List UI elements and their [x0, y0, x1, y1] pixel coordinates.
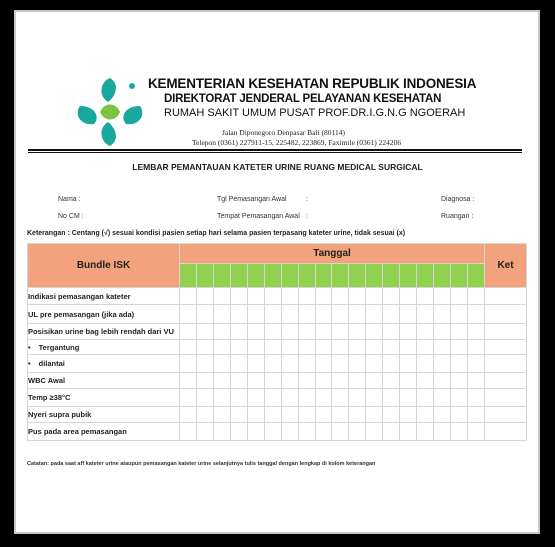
- row-label: Temp ≥38°C: [28, 389, 180, 407]
- check-cell[interactable]: [417, 373, 434, 389]
- check-cell[interactable]: [180, 305, 197, 324]
- check-cell[interactable]: [366, 355, 383, 373]
- check-cell[interactable]: [298, 389, 315, 407]
- check-cell[interactable]: [247, 324, 264, 340]
- check-cell[interactable]: [383, 389, 400, 407]
- header-divider: [28, 149, 522, 151]
- date-cell[interactable]: [196, 264, 213, 288]
- date-cell[interactable]: [434, 264, 451, 288]
- hospital-address: Jalan Diponegoro Denpasar Bali (80114): [222, 128, 346, 137]
- check-cell[interactable]: [196, 407, 213, 423]
- check-cell[interactable]: [467, 407, 484, 423]
- check-cell[interactable]: [332, 373, 349, 389]
- check-cell[interactable]: [213, 355, 230, 373]
- check-cell[interactable]: [451, 324, 468, 340]
- check-cell[interactable]: [298, 305, 315, 324]
- row-label: Posisikan urine bag lebih rendah dari VU: [28, 324, 180, 340]
- check-cell[interactable]: [467, 340, 484, 355]
- check-cell[interactable]: [400, 305, 417, 324]
- check-cell[interactable]: [366, 373, 383, 389]
- check-cell[interactable]: [298, 423, 315, 441]
- check-cell[interactable]: [467, 355, 484, 373]
- date-cell[interactable]: [366, 264, 383, 288]
- check-cell[interactable]: [434, 373, 451, 389]
- date-cell[interactable]: [264, 264, 281, 288]
- check-cell[interactable]: [298, 407, 315, 423]
- date-cell[interactable]: [298, 264, 315, 288]
- ket-header: Ket: [485, 244, 527, 288]
- check-cell[interactable]: [281, 305, 298, 324]
- check-cell[interactable]: [281, 324, 298, 340]
- check-cell[interactable]: [366, 407, 383, 423]
- check-cell[interactable]: [400, 423, 417, 441]
- check-cell[interactable]: [315, 340, 332, 355]
- date-cell[interactable]: [467, 264, 484, 288]
- check-cell[interactable]: [196, 355, 213, 373]
- ket-cell[interactable]: [485, 340, 527, 355]
- check-cell[interactable]: [451, 407, 468, 423]
- check-cell[interactable]: [417, 340, 434, 355]
- table-row: [28, 340, 527, 355]
- check-cell[interactable]: [467, 423, 484, 441]
- check-cell[interactable]: [298, 288, 315, 305]
- check-cell[interactable]: [383, 340, 400, 355]
- date-cell[interactable]: [383, 264, 400, 288]
- table-row: [28, 324, 527, 340]
- check-cell[interactable]: [383, 373, 400, 389]
- check-cell[interactable]: [451, 288, 468, 305]
- date-cell[interactable]: [332, 264, 349, 288]
- check-cell[interactable]: [349, 324, 366, 340]
- check-cell[interactable]: [281, 340, 298, 355]
- check-cell[interactable]: [264, 423, 281, 441]
- check-cell[interactable]: [383, 355, 400, 373]
- check-cell[interactable]: [230, 305, 247, 324]
- check-cell[interactable]: [180, 407, 197, 423]
- header-divider-thin: [28, 152, 522, 153]
- check-cell[interactable]: [434, 423, 451, 441]
- date-cell[interactable]: [281, 264, 298, 288]
- check-cell[interactable]: [417, 389, 434, 407]
- check-cell[interactable]: [332, 340, 349, 355]
- check-cell[interactable]: [366, 423, 383, 441]
- check-cell[interactable]: [180, 288, 197, 305]
- check-cell[interactable]: [400, 340, 417, 355]
- monitoring-table: [27, 243, 527, 441]
- check-cell[interactable]: [417, 423, 434, 441]
- check-cell[interactable]: [315, 423, 332, 441]
- check-cell[interactable]: [332, 355, 349, 373]
- check-cell[interactable]: [434, 324, 451, 340]
- check-cell[interactable]: [349, 423, 366, 441]
- ket-cell[interactable]: [485, 305, 527, 324]
- check-cell[interactable]: [180, 324, 197, 340]
- check-cell[interactable]: [213, 324, 230, 340]
- check-cell[interactable]: [417, 324, 434, 340]
- tanggal-header: Tanggal: [180, 244, 485, 264]
- ministry-name: KEMENTERIAN KESEHATAN REPUBLIK INDONESIA: [148, 76, 477, 91]
- check-cell[interactable]: [230, 407, 247, 423]
- check-cell[interactable]: [281, 389, 298, 407]
- check-cell[interactable]: [315, 288, 332, 305]
- check-cell[interactable]: [315, 305, 332, 324]
- check-cell[interactable]: [281, 355, 298, 373]
- check-cell[interactable]: [247, 288, 264, 305]
- check-cell[interactable]: [213, 288, 230, 305]
- check-cell[interactable]: [264, 373, 281, 389]
- check-cell[interactable]: [298, 340, 315, 355]
- footer-note: Catatan: pada saat aff kateter urine ataupun pemasangan kateter urine selanjutnya tulis tanggal dengan lengkap di kolom keterangan: [27, 461, 376, 467]
- check-cell[interactable]: [230, 355, 247, 373]
- date-cell[interactable]: [180, 264, 197, 288]
- check-cell[interactable]: [434, 305, 451, 324]
- check-cell[interactable]: [264, 389, 281, 407]
- check-cell[interactable]: [383, 288, 400, 305]
- hospital-name: RUMAH SAKIT UMUM PUSAT PROF.DR.I.G.N.G NGOERAH: [164, 107, 466, 119]
- table-row: [28, 423, 527, 441]
- check-cell[interactable]: [196, 389, 213, 407]
- date-cell[interactable]: [247, 264, 264, 288]
- ket-cell[interactable]: [485, 288, 527, 305]
- check-cell[interactable]: [366, 288, 383, 305]
- table-row: [28, 288, 527, 305]
- check-cell[interactable]: [467, 373, 484, 389]
- date-cell[interactable]: [400, 264, 417, 288]
- date-cell[interactable]: [230, 264, 247, 288]
- field-tempat-pemasangan-label: Tempat Pemasangan Awal: [217, 213, 300, 220]
- check-cell[interactable]: [349, 305, 366, 324]
- check-cell[interactable]: [298, 324, 315, 340]
- field-nama-label: Nama :: [58, 196, 81, 203]
- row-label: Indikasi pemasangan kateter: [28, 288, 180, 305]
- check-cell[interactable]: [230, 423, 247, 441]
- check-cell[interactable]: [400, 373, 417, 389]
- check-cell[interactable]: [196, 373, 213, 389]
- table-row: [28, 389, 527, 407]
- table-row: [28, 373, 527, 389]
- check-cell[interactable]: [383, 305, 400, 324]
- check-cell[interactable]: [417, 288, 434, 305]
- check-cell[interactable]: [264, 288, 281, 305]
- check-cell[interactable]: [451, 340, 468, 355]
- field-nocm-label: No CM :: [58, 213, 84, 220]
- check-cell[interactable]: [196, 340, 213, 355]
- check-cell[interactable]: [247, 373, 264, 389]
- date-cell[interactable]: [349, 264, 366, 288]
- ket-cell[interactable]: [485, 407, 527, 423]
- check-cell[interactable]: [400, 389, 417, 407]
- check-cell[interactable]: [383, 407, 400, 423]
- check-cell[interactable]: [400, 355, 417, 373]
- check-cell[interactable]: [281, 423, 298, 441]
- check-cell[interactable]: [467, 324, 484, 340]
- check-cell[interactable]: [213, 373, 230, 389]
- check-cell[interactable]: [366, 305, 383, 324]
- row-label: WBC Awal: [28, 373, 180, 389]
- check-cell[interactable]: [383, 324, 400, 340]
- field-tgl-colon: :: [306, 196, 308, 203]
- check-cell[interactable]: [247, 423, 264, 441]
- ket-cell[interactable]: [485, 389, 527, 407]
- check-cell[interactable]: [196, 324, 213, 340]
- check-cell[interactable]: [383, 423, 400, 441]
- check-cell[interactable]: [451, 305, 468, 324]
- check-cell[interactable]: [349, 407, 366, 423]
- check-cell[interactable]: [298, 355, 315, 373]
- ket-cell[interactable]: [485, 355, 527, 373]
- date-cell[interactable]: [451, 264, 468, 288]
- check-cell[interactable]: [315, 373, 332, 389]
- date-cell[interactable]: [315, 264, 332, 288]
- check-cell[interactable]: [332, 324, 349, 340]
- check-cell[interactable]: [332, 389, 349, 407]
- check-cell[interactable]: [315, 389, 332, 407]
- check-cell[interactable]: [400, 407, 417, 423]
- table-row: [28, 305, 527, 324]
- check-cell[interactable]: [247, 305, 264, 324]
- check-cell[interactable]: [400, 288, 417, 305]
- check-cell[interactable]: [230, 340, 247, 355]
- check-cell[interactable]: [315, 324, 332, 340]
- check-cell[interactable]: [180, 389, 197, 407]
- check-cell[interactable]: [264, 340, 281, 355]
- form-title: LEMBAR PEMANTAUAN KATETER URINE RUANG MEDICAL SURGICAL: [132, 162, 423, 172]
- check-cell[interactable]: [213, 389, 230, 407]
- date-cell[interactable]: [417, 264, 434, 288]
- check-cell[interactable]: [196, 305, 213, 324]
- check-cell[interactable]: [230, 288, 247, 305]
- date-cell[interactable]: [213, 264, 230, 288]
- check-cell[interactable]: [467, 305, 484, 324]
- table-row: [28, 355, 527, 373]
- directorate-name: DIREKTORAT JENDERAL PELAYANAN KESEHATAN: [164, 93, 442, 105]
- check-cell[interactable]: [400, 324, 417, 340]
- check-cell[interactable]: [264, 324, 281, 340]
- row-label: UL pre pemasangan (jika ada): [28, 305, 180, 324]
- check-cell[interactable]: [213, 423, 230, 441]
- row-label: • Tergantung: [28, 340, 180, 355]
- check-cell[interactable]: [315, 407, 332, 423]
- check-cell[interactable]: [180, 355, 197, 373]
- check-cell[interactable]: [230, 389, 247, 407]
- check-cell[interactable]: [349, 389, 366, 407]
- check-cell[interactable]: [264, 305, 281, 324]
- ket-cell[interactable]: [485, 423, 527, 441]
- check-cell[interactable]: [264, 407, 281, 423]
- row-label: Pus pada area pemasangan: [28, 423, 180, 441]
- ket-cell[interactable]: [485, 373, 527, 389]
- check-cell[interactable]: [180, 423, 197, 441]
- check-cell[interactable]: [230, 373, 247, 389]
- check-cell[interactable]: [247, 340, 264, 355]
- check-cell[interactable]: [196, 423, 213, 441]
- check-cell[interactable]: [264, 355, 281, 373]
- check-cell[interactable]: [213, 340, 230, 355]
- check-cell[interactable]: [196, 288, 213, 305]
- check-cell[interactable]: [213, 305, 230, 324]
- check-cell[interactable]: [230, 324, 247, 340]
- field-diagnosa-label: Diagnosa :: [441, 196, 475, 203]
- check-cell[interactable]: [366, 340, 383, 355]
- table-row: [28, 407, 527, 423]
- check-cell[interactable]: [349, 340, 366, 355]
- check-cell[interactable]: [451, 423, 468, 441]
- check-cell[interactable]: [434, 340, 451, 355]
- check-cell[interactable]: [247, 355, 264, 373]
- check-cell[interactable]: [467, 389, 484, 407]
- check-cell[interactable]: [434, 355, 451, 373]
- check-cell[interactable]: [180, 340, 197, 355]
- check-cell[interactable]: [247, 389, 264, 407]
- check-cell[interactable]: [417, 355, 434, 373]
- bundle-isk-header: Bundle ISK: [28, 244, 180, 288]
- check-cell[interactable]: [451, 373, 468, 389]
- check-cell[interactable]: [332, 407, 349, 423]
- check-cell[interactable]: [349, 355, 366, 373]
- check-cell[interactable]: [315, 355, 332, 373]
- field-tempat-colon: :: [306, 213, 308, 220]
- row-label: Nyeri supra pubik: [28, 407, 180, 423]
- check-cell[interactable]: [417, 305, 434, 324]
- row-label: • dilantai: [28, 355, 180, 373]
- keterangan-note: Keterangan : Centang (√) sesuai kondisi pasien setiap hari selama pasien terpasang kateter urine, tidak sesuai (x): [27, 230, 406, 237]
- check-cell[interactable]: [332, 305, 349, 324]
- check-cell[interactable]: [434, 389, 451, 407]
- check-cell[interactable]: [366, 389, 383, 407]
- check-cell[interactable]: [467, 288, 484, 305]
- kemenkes-logo-icon: [70, 72, 150, 152]
- check-cell[interactable]: [281, 288, 298, 305]
- check-cell[interactable]: [281, 373, 298, 389]
- field-tgl-pemasangan-label: Tgl Pemasangan Awal: [217, 196, 287, 203]
- check-cell[interactable]: [349, 373, 366, 389]
- check-cell[interactable]: [434, 407, 451, 423]
- check-cell[interactable]: [451, 355, 468, 373]
- check-cell[interactable]: [366, 324, 383, 340]
- check-cell[interactable]: [434, 288, 451, 305]
- check-cell[interactable]: [417, 407, 434, 423]
- check-cell[interactable]: [180, 373, 197, 389]
- check-cell[interactable]: [298, 373, 315, 389]
- check-cell[interactable]: [332, 423, 349, 441]
- field-ruangan-label: Ruangan :: [441, 213, 474, 220]
- check-cell[interactable]: [349, 288, 366, 305]
- hospital-phone: Telepon (0361) 227911-15, 225482, 223869, Faximile (0361) 224206: [192, 138, 402, 147]
- ket-cell[interactable]: [485, 324, 527, 340]
- check-cell[interactable]: [451, 389, 468, 407]
- check-cell[interactable]: [332, 288, 349, 305]
- check-cell[interactable]: [213, 407, 230, 423]
- check-cell[interactable]: [281, 407, 298, 423]
- check-cell[interactable]: [247, 407, 264, 423]
